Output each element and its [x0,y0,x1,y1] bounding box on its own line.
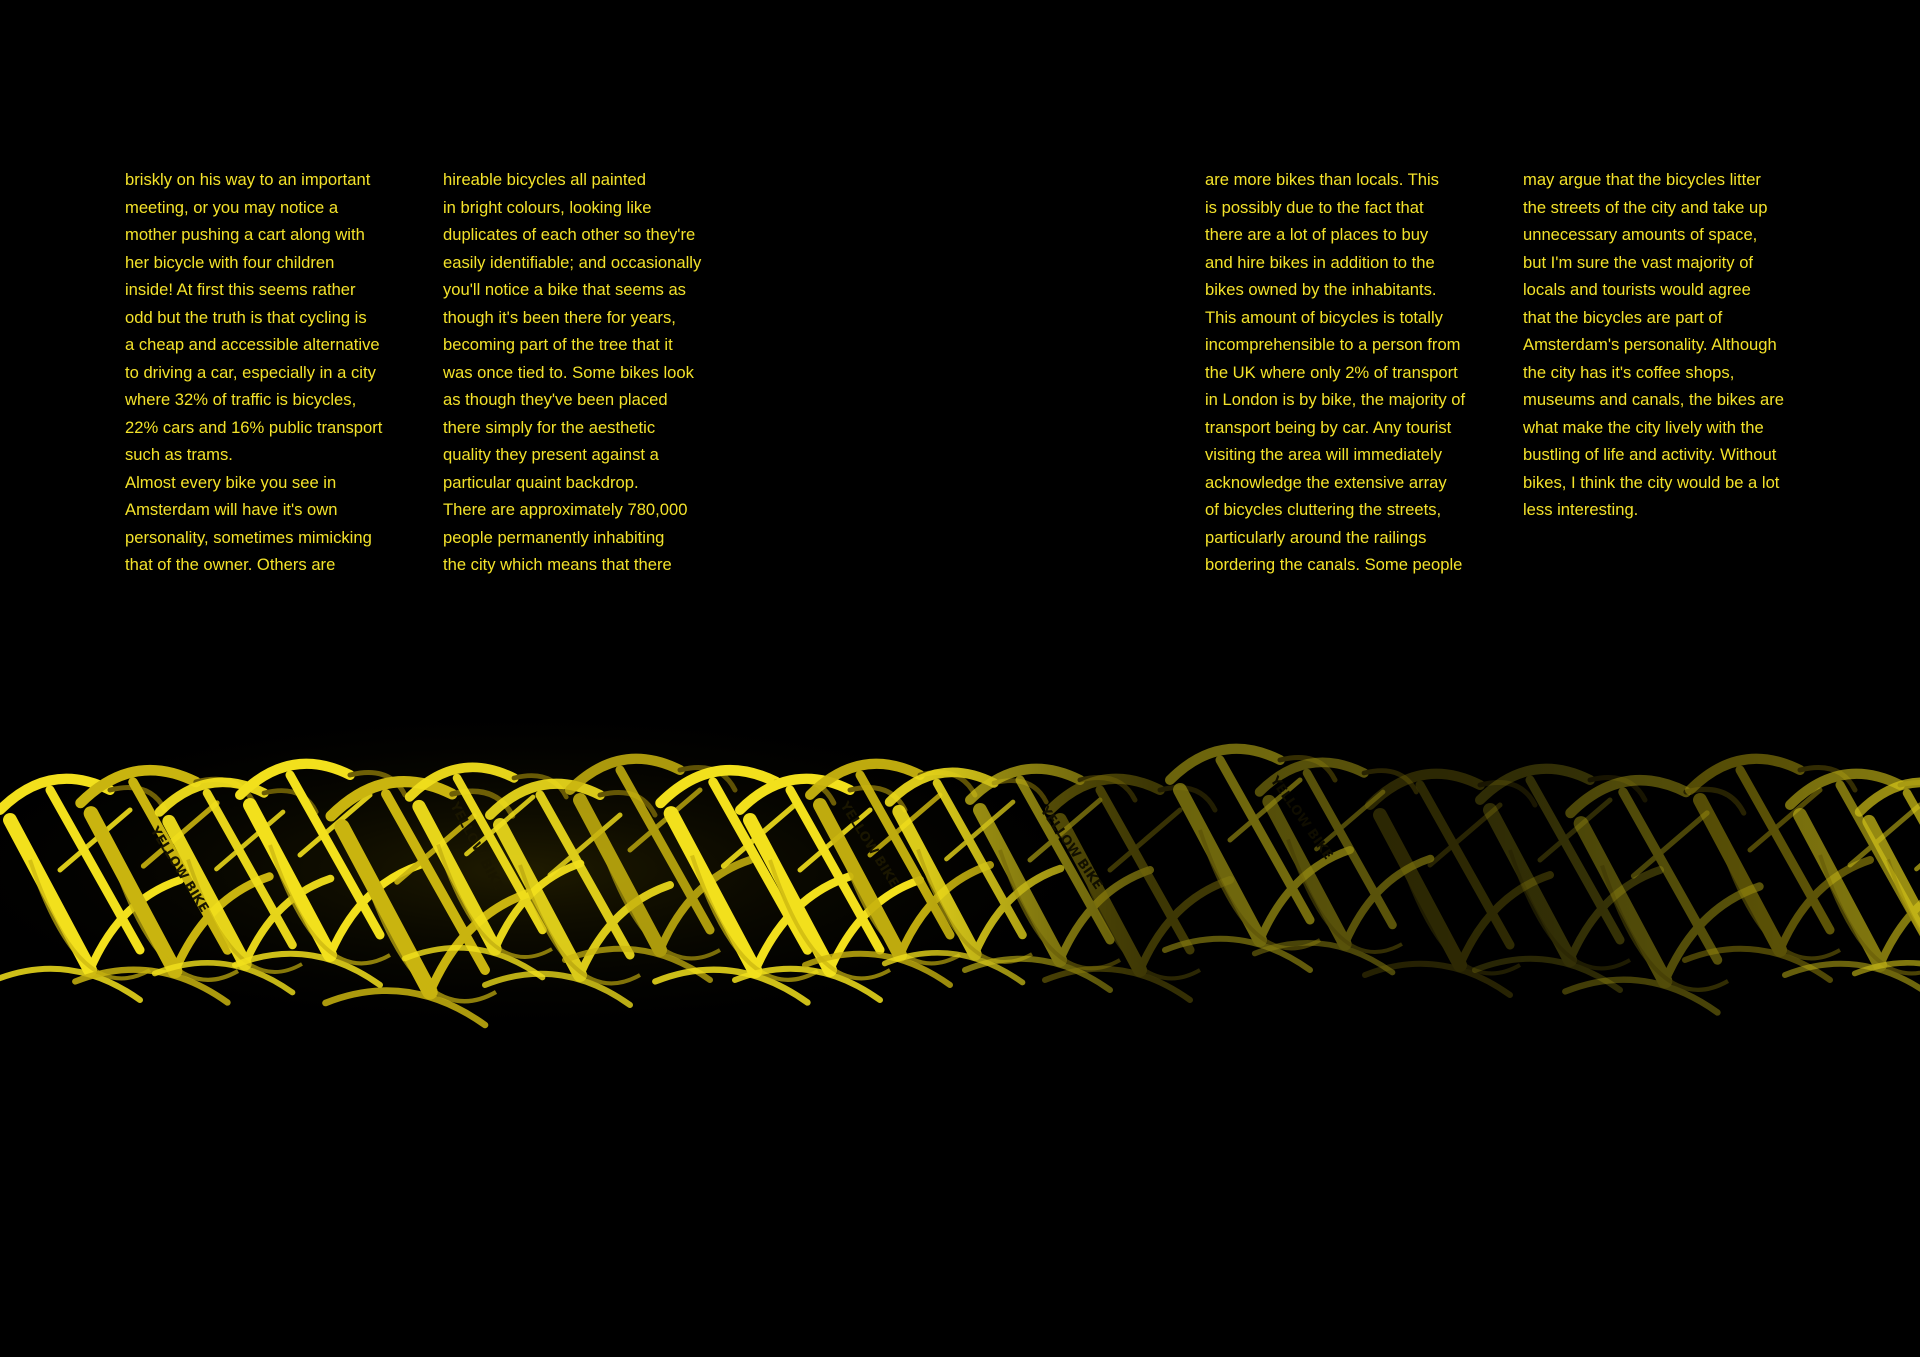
text-line: the streets of the city and take up [1523,197,1768,217]
text-line: locals and tourists would agree [1523,280,1751,299]
text-column-3 [1205,166,1495,579]
paragraph [125,469,415,579]
text-line: of bicycles cluttering the streets, [1205,500,1442,519]
text-line: a cheap and accessible alternative [125,335,380,354]
text-line: and hire bikes in addition to the [1205,252,1435,272]
text-line: visiting the area will immediately [1205,445,1443,464]
paragraph [1523,166,1813,524]
paragraph [1205,166,1495,579]
bicycle-photo-graphic [0,710,1920,1070]
paragraph [443,496,733,579]
text-line: as though they've been placed [443,390,668,409]
text-line: her bicycle with four children [125,252,335,272]
text-line: bustling of life and activity. Without [1523,445,1777,464]
paragraph [125,166,415,469]
text-line: Amsterdam's personality. Although [1523,335,1777,354]
text-line: the city which means that there [443,555,672,574]
text-line: briskly on his way to an important [125,170,371,189]
text-line: hireable bicycles all painted [443,170,646,189]
text-line: to driving a car, especially in a city [125,362,376,382]
text-line: that of the owner. Others are [125,555,336,574]
text-column-4 [1523,166,1813,524]
text-line: there are a lot of places to buy [1205,225,1429,244]
text-line: acknowledge the extensive array [1205,472,1447,492]
text-line: duplicates of each other so they're [443,225,696,244]
text-line: there simply for the aesthetic [443,417,656,437]
text-line: easily identifiable; and occasionally [443,252,702,272]
text-line: the city has it's coffee shops, [1523,362,1735,382]
text-line: Amsterdam will have it's own [125,500,338,519]
text-line: odd but the truth is that cycling is [125,307,367,327]
text-line: particularly around the railings [1205,527,1427,547]
text-line: bikes, I think the city would be a lot [1523,472,1780,492]
text-line: unnecessary amounts of space, [1523,225,1758,244]
text-line: that the bicycles are part of [1523,307,1723,327]
text-line: inside! At first this seems rather [125,280,356,299]
text-line: are more bikes than locals. This [1205,170,1439,189]
text-line: museums and canals, the bikes are [1523,390,1785,409]
text-line: mother pushing a cart along with [125,225,365,244]
text-line: though it's been there for years, [443,307,676,327]
text-line: meeting, or you may notice a [125,197,339,217]
text-line: Almost every bike you see in [125,472,337,492]
text-line: personality, sometimes mimicking [125,527,372,547]
text-line: incomprehensible to a person from [1205,335,1461,354]
text-line: There are approximately 780,000 [443,500,688,519]
text-line: This amount of bicycles is totally [1205,307,1443,327]
text-line: in London is by bike, the majority of [1205,390,1466,409]
text-line: bikes owned by the inhabitants. [1205,280,1437,299]
text-line: such as trams. [125,445,233,464]
text-line: may argue that the bicycles litter [1523,170,1761,189]
text-column-2 [443,166,733,579]
text-column-1 [125,166,415,579]
text-line: transport being by car. Any tourist [1205,417,1452,437]
text-line: is possibly due to the fact that [1205,197,1424,217]
text-line: becoming part of the tree that it [443,335,673,354]
bicycle-photo [0,710,1920,1070]
text-line: what make the city lively with the [1523,417,1764,437]
text-line: bordering the canals. Some people [1205,555,1463,574]
text-line: less interesting. [1523,500,1639,519]
text-line: 22% cars and 16% public transport [125,417,383,437]
text-line: in bright colours, looking like [443,197,652,217]
text-line: quality they present against a [443,445,659,464]
paragraph [443,166,733,496]
text-line: particular quaint backdrop. [443,472,639,492]
text-line: where 32% of traffic is bicycles, [125,390,357,409]
text-line: people permanently inhabiting [443,527,665,547]
text-line: but I'm sure the vast majority of [1523,252,1754,272]
text-line: was once tied to. Some bikes look [443,362,694,382]
text-line: you'll notice a bike that seems as [443,280,686,299]
text-line: the UK where only 2% of transport [1205,362,1458,382]
